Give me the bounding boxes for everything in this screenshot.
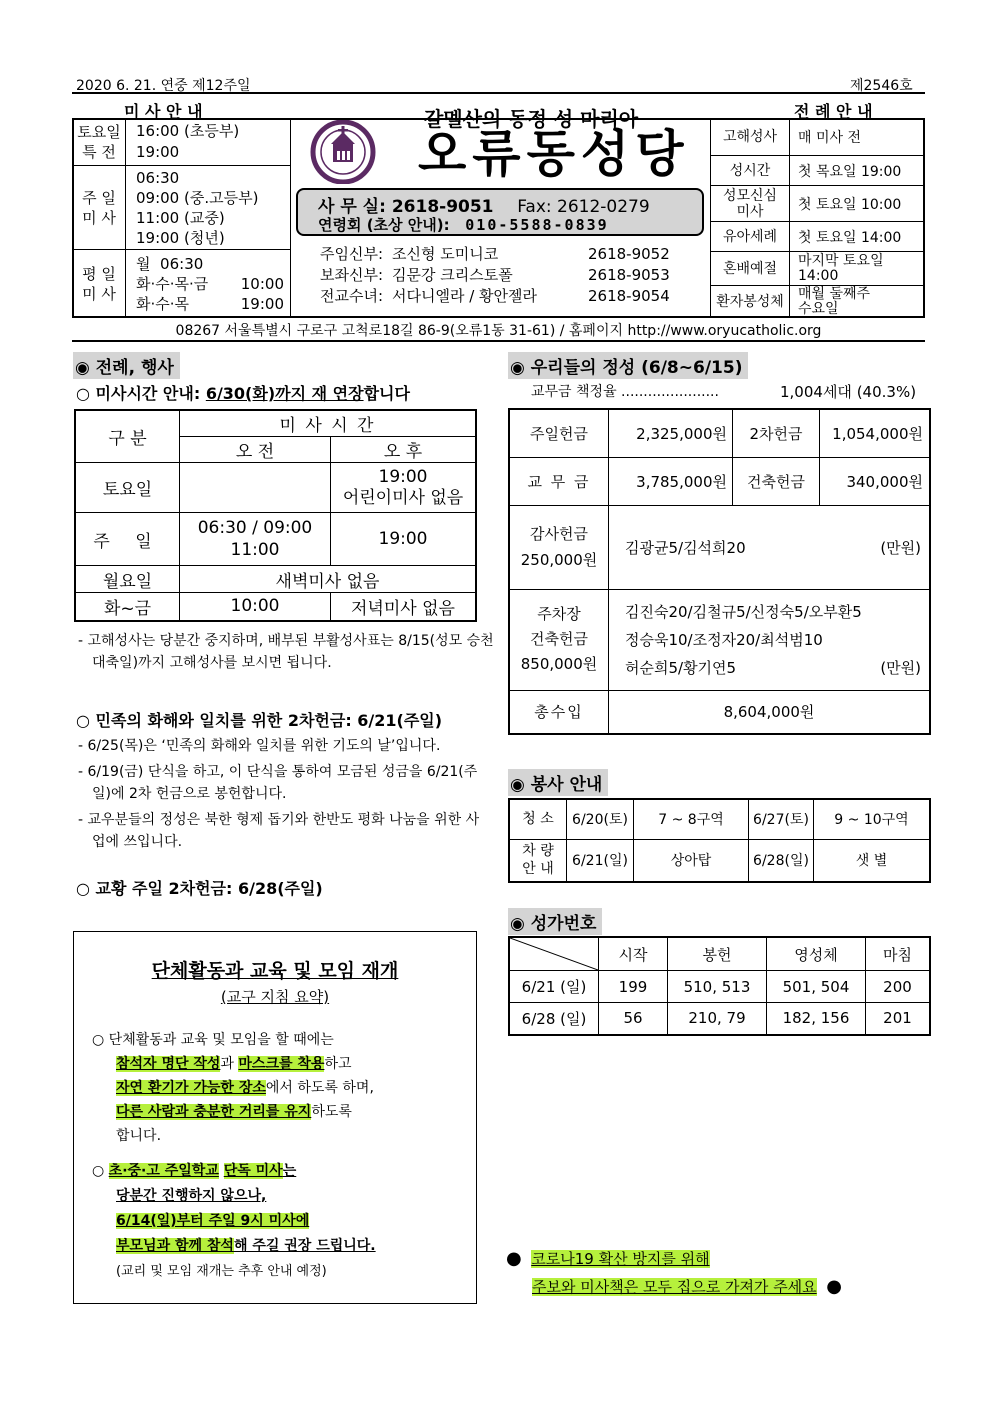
hymn-value: 501, 504 <box>767 971 866 1003</box>
thanks-names: 김광균5/김석희20 <box>625 538 746 557</box>
sunday-line: 11:00 (교중) <box>136 208 225 227</box>
parish-subtitle: 갈멜산의 동정 성 마리아 <box>424 107 639 131</box>
hymn-value: 182, 156 <box>767 1003 866 1035</box>
total-label: 총수입 <box>509 690 609 734</box>
note-item: - 6/25(목)은 ‘민족의 화해와 일치를 위한 기도의 날’입니다. <box>78 738 441 754</box>
service-value: 상아탑 <box>634 839 749 882</box>
liturgy-label: 유아세례 <box>711 222 790 252</box>
mass-time-table <box>74 409 477 622</box>
liturgy-guide-title: 전 례 안 내 <box>794 102 873 121</box>
offering-value: 1,054,000원 <box>820 409 931 457</box>
hymn-date: 6/28 (일) <box>509 1003 599 1035</box>
clergy-list <box>320 244 700 307</box>
clergy-row: 주임신부: 조신형 도미니코 2618-9052 <box>320 245 670 263</box>
service-date: 6/21(일) <box>567 839 634 882</box>
offering-label: 주일헌금 <box>509 409 609 457</box>
pm-cell: 19:00 어린이미사 없음 <box>331 463 477 513</box>
liturgy-table <box>710 118 925 318</box>
hymn-title: ◉ 성가번호 <box>508 908 602 935</box>
section-liturgy-title: ◉ 전례, 행사 <box>73 352 180 379</box>
weekday-line: 화·수·목·금 10:00 <box>136 274 284 293</box>
hymn-table <box>508 936 931 1036</box>
liturgy-label: 환자봉성체 <box>711 286 790 318</box>
association-line: 연령회 (초상 안내): 010-5588-0839 <box>318 216 609 234</box>
box-line: ○ 단체활동과 교육 및 모임을 할 때에는 <box>92 1032 334 1048</box>
am-cell <box>180 463 331 513</box>
box-line: ○ 초·중·고 주일학교 단독 미사는 <box>92 1163 297 1179</box>
liturgy-label: 성시간 <box>711 156 790 186</box>
sunday-line: 19:00 (청년) <box>136 228 225 247</box>
box-line: (교리 및 모임 재개는 추후 안내 예정) <box>116 1264 327 1279</box>
am-header: 오 전 <box>180 437 331 463</box>
saturday-line: 19:00 <box>136 143 180 161</box>
guidance-box <box>73 931 477 1304</box>
liturgy-value: 매 미사 전 <box>790 119 925 156</box>
weekday-label: 평 일 미 사 <box>73 250 126 318</box>
parking-label: 건축헌금 <box>530 630 588 648</box>
address-rule <box>72 340 925 342</box>
hymn-header: 시작 <box>599 937 668 971</box>
box-title: 단체활동과 교육 및 모임 재개 <box>151 960 399 982</box>
liturgy-value: 첫 목요일 19:00 <box>790 156 925 186</box>
date-line: 2020 6. 21. 연중 제12주일 <box>76 78 251 94</box>
confession-note: - 고해성사는 당분간 중지하며, 배부된 부활성사표는 8/15(성모 승천 대축일)까지 고해성사를 보시면 됩니다. <box>78 633 494 671</box>
box-line: 참석자 명단 작성과 마스크를 착용하고 <box>116 1056 352 1072</box>
box-line: 자연 환기가 가능한 장소에서 하도록 하며, <box>116 1080 374 1096</box>
hymn-value: 210, 79 <box>668 1003 767 1035</box>
box-line: 합니다. <box>116 1128 162 1144</box>
thanks-label-cell <box>509 505 609 589</box>
hymn-value: 200 <box>866 971 931 1003</box>
sunday-label: 주 일 미 사 <box>73 166 126 250</box>
pm-cell: 19:00 <box>331 513 477 566</box>
covid-notice <box>506 1245 842 1301</box>
am-cell: 10:00 <box>180 593 331 621</box>
parking-label-cell <box>509 589 609 690</box>
merged-cell: 새벽미사 없음 <box>180 566 477 593</box>
hymn-header: 영성체 <box>767 937 866 971</box>
service-value: 7 ~ 8구역 <box>634 799 749 839</box>
clergy-row: 보좌신부: 김문강 크리스토폴 2618-9053 <box>320 266 670 284</box>
weekday-line: 월 06:30 <box>136 254 204 273</box>
service-date: 6/20(토) <box>567 799 634 839</box>
liturgy-value: 첫 토요일 14:00 <box>790 222 925 252</box>
hymn-value: 510, 513 <box>668 971 767 1003</box>
hymn-value: 201 <box>866 1003 931 1035</box>
hymn-corner <box>509 937 599 971</box>
box-paragraph-1 <box>92 1028 472 1148</box>
service-date: 6/28(일) <box>749 839 814 882</box>
mass-schedule <box>72 118 291 318</box>
row-label: 토요일 <box>75 463 180 513</box>
bullet-icon: ● <box>826 1276 842 1297</box>
hymn-value: 56 <box>599 1003 668 1035</box>
service-date: 6/27(토) <box>749 799 814 839</box>
hymn-header: 봉헌 <box>668 937 767 971</box>
offering-value: 2,325,000원 <box>609 409 733 457</box>
box-line: 당분간 진행하지 않으나, <box>116 1188 267 1204</box>
row-label: 월요일 <box>75 566 180 593</box>
parking-amount: 850,000원 <box>520 655 598 673</box>
box-line: 부모님과 함께 참석해 주길 권장 드립니다. <box>116 1238 376 1254</box>
saturday-line: 16:00 (초등부) <box>136 122 240 140</box>
col-group-label: 구 분 <box>75 410 180 463</box>
liturgy-label: 성모신심 미사 <box>711 186 790 222</box>
box-line: 6/14(일)부터 주일 9시 미사에 <box>116 1213 310 1229</box>
thanks-amount: 250,000원 <box>520 551 598 569</box>
mass-guide-title: 미 사 안 내 <box>124 102 203 121</box>
am-cell: 06:30 / 09:00 11:00 <box>180 513 331 566</box>
parking-label: 주차장 <box>537 605 581 623</box>
parish-name: 오류동성당 <box>418 125 690 183</box>
reconciliation-title: ○ 민족의 화해와 일치를 위한 2차헌금: 6/21(주일) <box>76 711 443 730</box>
row-label: 화~금 <box>75 593 180 621</box>
total-value: 8,604,000원 <box>609 690 931 734</box>
weekday-line: 화·수·목 19:00 <box>136 294 284 313</box>
covid-line: ● 코로나19 확산 방지를 위해 <box>506 1248 710 1269</box>
pm-header: 오 후 <box>331 437 477 463</box>
parish-logo <box>306 120 380 188</box>
mass-time-notice: ○ 미사시간 안내: 6/30(화)까지 재 연장합니다 <box>76 384 410 403</box>
reconciliation-notes <box>78 735 490 853</box>
offering-label: 건축헌금 <box>733 457 820 505</box>
service-title: ◉ 봉사 안내 <box>508 769 608 796</box>
service-value: 샛 별 <box>814 839 931 882</box>
note-item: - 교우분들의 정성은 북한 형제 돕기와 한반도 평화 나눔을 위한 사업에 쓰입니다. <box>78 812 480 850</box>
liturgy-label: 고해성사 <box>711 119 790 156</box>
dues-rate-label: 교무금 책정율 ...................... <box>531 384 719 400</box>
hymn-value: 199 <box>599 971 668 1003</box>
pope-title: ○ 교황 주일 2차헌금: 6/28(주일) <box>76 879 323 898</box>
service-value: 9 ~ 10구역 <box>814 799 931 839</box>
box-subtitle: (교구 지침 요약) <box>220 988 330 1006</box>
offering-value: 3,785,000원 <box>609 457 733 505</box>
thanks-unit: (만원) <box>880 538 921 557</box>
mass-time-header: 미 사 시 간 <box>180 410 477 437</box>
hymn-date: 6/21 (일) <box>509 971 599 1003</box>
offering-label: 2차헌금 <box>733 409 820 457</box>
liturgy-value: 첫 토요일 10:00 <box>790 186 925 222</box>
parking-names: 허순희5/황기연5 <box>625 658 737 677</box>
box-line: 다른 사람과 충분한 거리를 유지하도록 <box>116 1104 352 1120</box>
liturgy-value: 마지막 토요일 14:00 <box>790 252 925 286</box>
office-box <box>296 188 704 236</box>
dues-rate-value: 1,004세대 (40.3%) <box>780 383 917 401</box>
liturgy-value: 매월 둘째주 수요일 <box>790 286 925 318</box>
note-item: - 6/19(금) 단식을 하고, 이 단식을 통하여 모금된 성금을 6/21(주일)에 2차 헌금으로 봉헌합니다. <box>78 764 478 802</box>
sunday-line: 09:00 (중.고등부) <box>136 188 259 207</box>
parking-names: 정승욱10/조정자20/최석범10 <box>625 630 823 649</box>
liturgy-label: 혼배예절 <box>711 252 790 286</box>
covid-line: 주보와 미사책은 모두 집으로 가져가 주세요 ● <box>532 1276 842 1297</box>
bullet-icon: ● <box>506 1248 522 1269</box>
box-paragraph-2 <box>92 1159 472 1284</box>
clergy-row: 전교수녀: 서다니엘라 / 황안젤라 2618-9054 <box>320 287 670 305</box>
service-label: 청 소 <box>509 799 567 839</box>
saturday-label: 토요일 특 전 <box>73 119 126 166</box>
parking-unit: (만원) <box>880 658 921 677</box>
service-table <box>508 798 931 883</box>
thanks-label: 감사헌금 <box>530 525 588 543</box>
sunday-line: 06:30 <box>136 168 180 187</box>
hymn-header: 마침 <box>866 937 931 971</box>
thanks-names-cell <box>609 505 931 589</box>
parking-names: 김진숙20/김철규5/신정숙5/오부환5 <box>625 602 862 621</box>
address-line: 08267 서울특별시 구로구 고척로18길 86-9(오류1동 31-61) / 홈페이지 http://www.oryucatholic.org <box>175 323 822 339</box>
offering-value: 340,000원 <box>820 457 931 505</box>
offering-table <box>508 408 931 735</box>
service-label: 차 량 안 내 <box>509 839 567 882</box>
office-line: 사 무 실: 2618-9051 Fax: 2612-0279 <box>318 197 650 217</box>
pm-cell: 저녁미사 없음 <box>331 593 477 621</box>
row-label: 주 일 <box>75 513 180 566</box>
parking-names-cell <box>609 589 931 690</box>
offering-label: 교 무 금 <box>509 457 609 505</box>
issue-number: 제2546호 <box>850 78 913 94</box>
offering-title: ◉ 우리들의 정성 (6/8~6/15) <box>508 352 748 379</box>
